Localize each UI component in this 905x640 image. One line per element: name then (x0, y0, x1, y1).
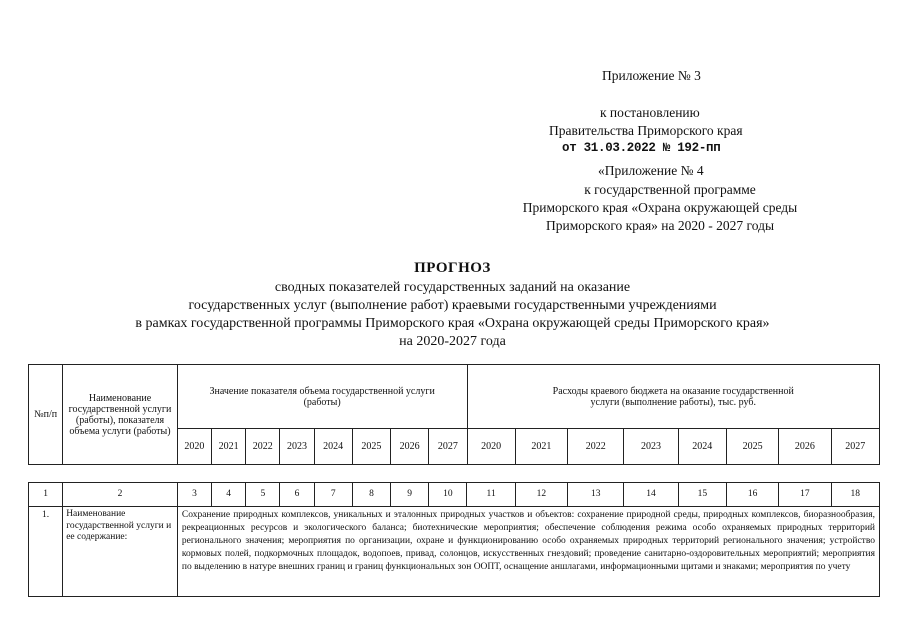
column-number: 4 (212, 483, 246, 507)
volume-year: 2023 (280, 429, 314, 465)
volume-year: 2026 (390, 429, 428, 465)
column-number: 11 (467, 483, 515, 507)
prev-appendix-label: «Приложение № 4 (598, 163, 704, 178)
column-number: 9 (391, 483, 429, 507)
volume-year: 2027 (429, 429, 467, 465)
volume-year: 2022 (246, 429, 280, 465)
government-ref: Правительства Приморского края (549, 123, 743, 138)
name-column-header: Наименование государственной услуги (работы), показателя объема услуги (работы) (63, 365, 178, 465)
column-number: 6 (280, 483, 314, 507)
column-number: 12 (515, 483, 567, 507)
title-line4: на 2020-2027 года (399, 334, 506, 349)
service-content-cell: Сохранение природных комплексов, уникальных и эталонных природных участков и объектов: сохранение природной среды, природных комплексов, биоразнообразия, рекреационных ресурсов и экологического баланса; биотехнические мероприятия; обеспечение соблюдения режима особо охраняемых природных территорий регионального значения; мероприятия по организации, охране и функционированию особо охраняемых природных территорий регионального значения; устройство кормовых полей, подкормочных площадок, водопоев, привад, солонцов, искусственных гнездовий; проведение санитарно-оздоровительных мероприятий; мероприятия по выделению в натуре внешних границ и границ функциональных зон ООПТ, оснащение аншлагами, информационными щитами и знаками; мероприятия по учету (177, 507, 879, 597)
program-line1: к государственной программе (584, 182, 756, 197)
volume-year: 2020 (177, 429, 211, 465)
num-column-header: №п/п (29, 365, 63, 465)
column-number: 13 (568, 483, 624, 507)
title-line1: сводных показателей государственных заданий на оказание (274, 280, 631, 295)
title-line3: в рамках государственной программы Приморского края «Охрана окружающей среды Приморского края» (135, 316, 770, 331)
column-number: 1 (29, 483, 63, 507)
program-line2: Приморского края «Охрана окружающей среды (522, 200, 798, 215)
column-number: 17 (779, 483, 831, 507)
title-line2: государственных услуг (выполнение работ) краевыми государственными учреждениями (188, 298, 717, 313)
column-number: 15 (678, 483, 726, 507)
expense-year: 2022 (568, 429, 624, 465)
column-number: 2 (63, 483, 178, 507)
expense-year: 2026 (779, 429, 831, 465)
expense-group-header: Расходы краевого бюджета на оказание государственной услуги (выполнение работы), тыс. руб. (467, 365, 880, 429)
volume-group-header: Значение показателя объема государственной услуги (работы) (177, 365, 467, 429)
volume-year: 2025 (352, 429, 390, 465)
column-number: 8 (352, 483, 390, 507)
column-number: 18 (831, 483, 879, 507)
expense-year: 2024 (678, 429, 726, 465)
column-number: 3 (177, 483, 211, 507)
table-body (28, 482, 880, 597)
expense-year: 2021 (515, 429, 567, 465)
service-name-cell: Наименование государственной услуги и ее содержание: (63, 507, 178, 597)
expense-year: 2020 (467, 429, 515, 465)
resolution-ref: к постановлению (600, 105, 700, 120)
volume-year: 2021 (212, 429, 246, 465)
expense-year: 2025 (726, 429, 778, 465)
column-number: 5 (246, 483, 280, 507)
expense-year: 2027 (831, 429, 879, 465)
expense-year: 2023 (624, 429, 678, 465)
program-line3: Приморского края» на 2020 - 2027 годы (545, 218, 775, 233)
appendix-label: Приложение № 3 (602, 68, 701, 83)
table-header (28, 364, 880, 465)
column-number: 7 (314, 483, 352, 507)
column-number: 16 (726, 483, 778, 507)
column-number: 14 (624, 483, 678, 507)
row-number: 1. (29, 507, 63, 597)
column-number: 10 (429, 483, 467, 507)
document-title: ПРОГНОЗ (414, 260, 491, 276)
volume-year: 2024 (314, 429, 352, 465)
date-number-stamp: от 31.03.2022 № 192-пп (562, 141, 721, 155)
